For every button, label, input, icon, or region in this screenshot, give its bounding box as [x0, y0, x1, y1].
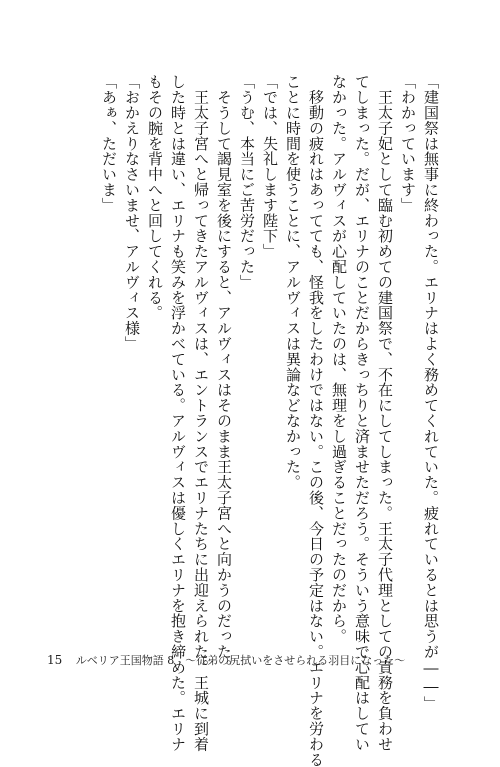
- body-line: ことに時間を使うことに、アルヴィスは異論などなかった。: [284, 74, 302, 490]
- body-line: そうして謁見室を後にすると、アルヴィスはそのまま王太子宮へと向かうのだった。: [215, 74, 233, 675]
- page-number: 15: [47, 653, 63, 667]
- body-line: 王太子妃として臨む初めての建国祭で、不在にしてしまった。王太子代理としての責務を負わせ: [376, 74, 394, 752]
- body-line: てしまった。だが、エリナのことだからきっちりと済ませただろう。そういう意味で心配はしてい: [353, 74, 371, 752]
- body-line: 「おかえりなさいませ、アルヴィス様」: [123, 74, 141, 352]
- body-line: 王太子宮へと帰ってきたアルヴィスは、エントランスでエリナたちに出迎えられた。王城に到着: [192, 74, 210, 752]
- body-line: 「建国祭は無事に終わった。エリナはよく務めてくれていた。疲れているとは思うが――」: [422, 74, 440, 712]
- running-title: ルベリア王国物語 8 ～従弟の尻拭いをさせられる羽目になった～: [75, 654, 406, 667]
- body-line: 「では、失礼します陛下」: [261, 74, 279, 259]
- body-line: 「あぁ、ただいま」: [100, 74, 118, 213]
- body-line: もその腕を背中へと回してくれる。: [146, 74, 164, 321]
- body-line: した時とは違い、エリナも笑みを浮かべている。アルヴィスは優しくエリナを抱き締めた。エリナ: [169, 74, 187, 752]
- page-footer: [47, 652, 405, 668]
- body-line: なかった。アルヴィスが心配していたのは、無理をし過ぎることだったのだから。: [330, 74, 348, 644]
- body-line: 「うむ、本当にご苦労だった」: [238, 74, 256, 290]
- body-line: 「わかっています」: [399, 74, 417, 213]
- body-line: 移動の疲れはあってても、怪我をしたわけではない。この後、今日の予定はない。エリナを労わる: [307, 74, 325, 767]
